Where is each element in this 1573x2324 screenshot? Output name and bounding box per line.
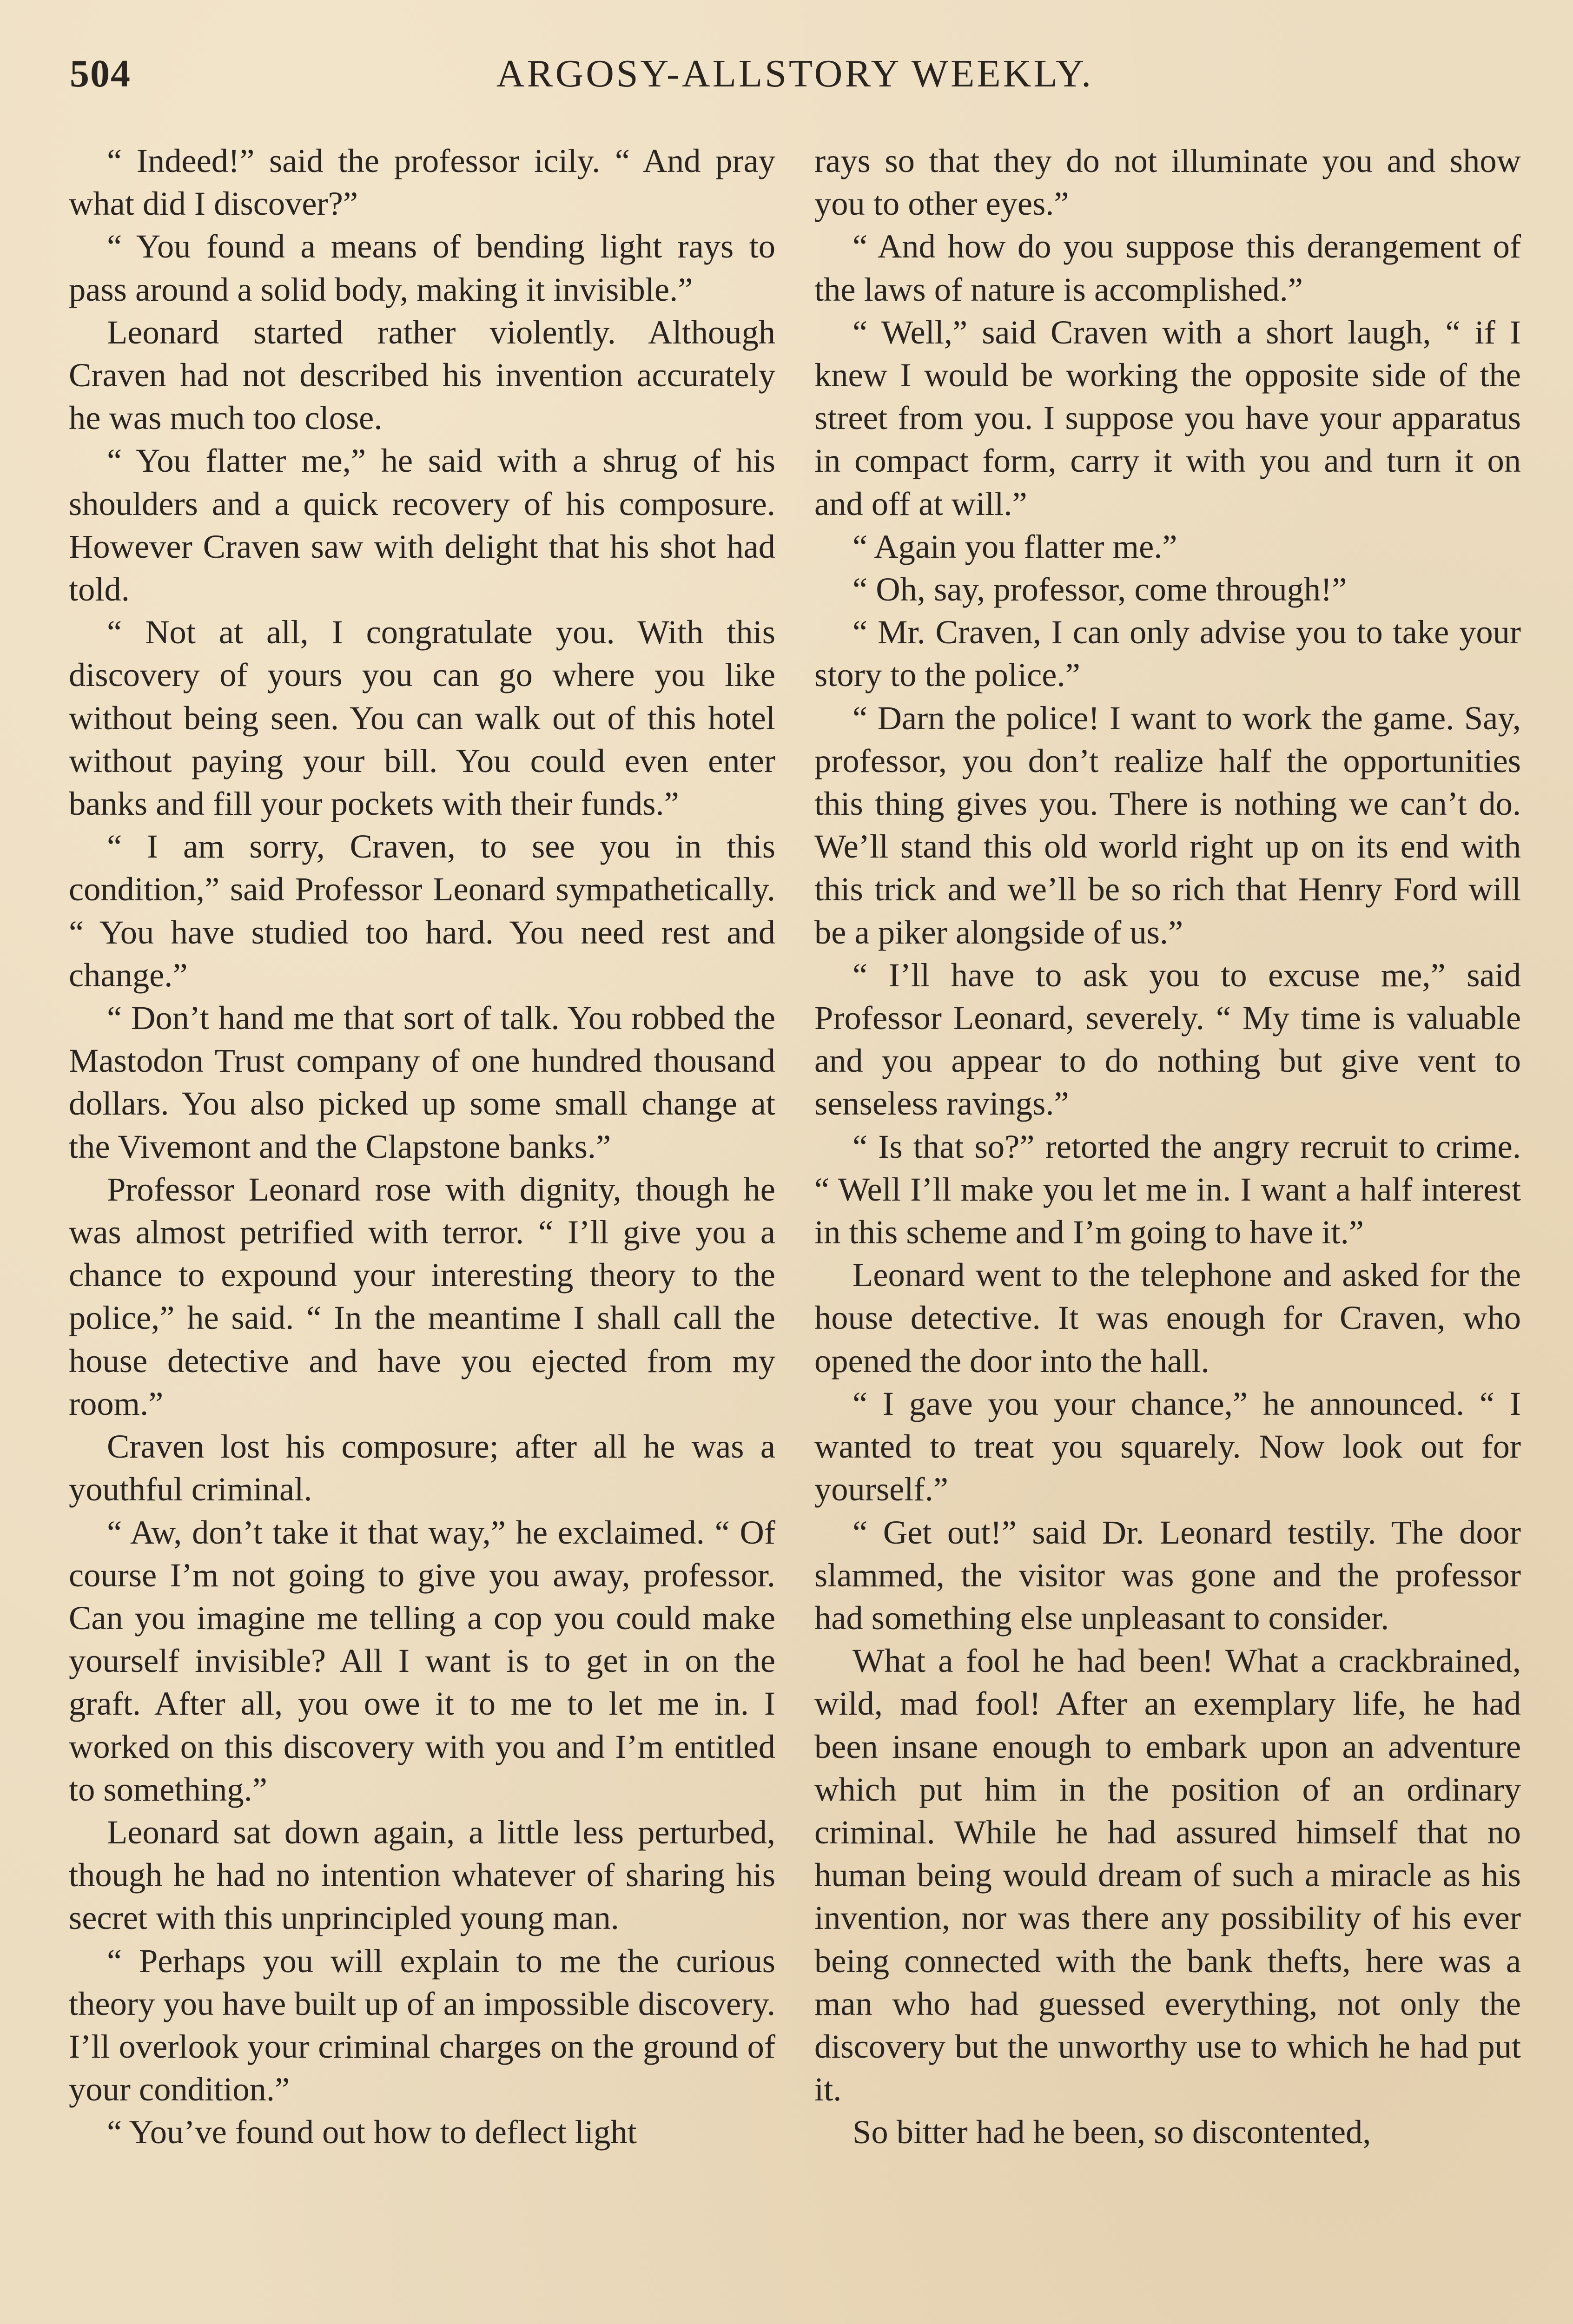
page-header: [70, 46, 1520, 107]
paragraph: Professor Leonard rose with dignity, though he was almost petrified with terror. “ I’ll give you a chance to expound your interesting theory to the police,” he said. “ In the meantime I shall call the house detective and have you ejected from my room.”: [69, 1170, 775, 1422]
paragraph: Leonard went to the telephone and asked for the house detective. It was enough for Craven, who opened the door into the hall.: [814, 1256, 1521, 1380]
paragraph: So bitter had he been, so discontented,: [853, 2113, 1371, 2151]
paragraph: “ Perhaps you will explain to me the curious theory you have built up of an impossible discovery. I’ll overlook your criminal charges on the ground of your condition.”: [69, 1941, 775, 2108]
page-number: 504: [70, 52, 131, 95]
paragraph: Leonard sat down again, a little less perturbed, though he had no intention whatever of sharing his secret with this unprincipled young man.: [69, 1813, 775, 1937]
paragraph: “ Indeed!” said the professor icily. “ And pray what did I discover?”: [69, 142, 775, 223]
paragraph: “ Aw, don’t take it that way,” he exclaimed. “ Of course I’m not going to give you away, professor. Can you imagine me telling a cop you could make yourself invisible? All I want is to get in on the graft. After all, you owe it to me to let me in. I worked on this discovery with you and I’m entitled to something.”: [69, 1513, 775, 1808]
paragraph: “ You’ve found out how to deflect light: [107, 2113, 637, 2151]
paragraph: “ Darn the police! I want to work the game. Say, professor, you don’t realize half the opportunities this thing gives you. There is nothing we can’t do. We’ll stand this old world right up on its end with this trick and we’ll be so rich that Henry Ford will be a piker alongside of us.”: [814, 699, 1521, 951]
paragraph: “ Well,” said Craven with a short laugh, “ if I knew I would be working the opposite side of the street from you. I suppose you have your apparatus in compact form, carry it with you and turn it on and off at will.”: [814, 313, 1521, 522]
paragraph: “ Don’t hand me that sort of talk. You robbed the Mastodon Trust company of one hundred thousand dollars. You also picked up some small change at the Vivemont and the Clapstone banks.”: [69, 999, 775, 1165]
paragraph: rays so that they do not illuminate you and show you to other eyes.”: [814, 142, 1521, 223]
paragraph: “ Is that so?” retorted the angry recruit to crime. “ Well I’ll make you let me in. I want a half interest in this scheme and I’m going to have it.”: [814, 1127, 1521, 1251]
paragraph: “ Mr. Craven, I can only advise you to take your story to the police.”: [814, 613, 1521, 694]
paragraph: “ Oh, say, professor, come through!”: [853, 570, 1347, 608]
left-column: [69, 139, 775, 2154]
paragraph: “ You found a means of bending light rays to pass around a solid body, making it invisible.”: [69, 227, 775, 308]
paragraph: Leonard started rather violently. Although Craven had not described his invention accurately he was much too close.: [69, 313, 775, 437]
paragraph: What a fool he had been! What a crackbrained, wild, mad fool! After an exemplary life, he had been insane enough to embark upon an adventure which put him in the position of an ordinary criminal. While he had assured himself that no human being would dream of such a miracle as his invention, nor was there any possibility of his ever being connected with the bank thefts, here was a man who had guessed everything, not only the discovery but the unworthy use to which he had put it.: [814, 1642, 1521, 2108]
right-column: [814, 139, 1521, 2154]
paragraph: “ Get out!” said Dr. Leonard testily. The door slammed, the visitor was gone and the professor had something else unpleasant to consider.: [814, 1513, 1521, 1637]
running-head: ARGOSY-ALLSTORY WEEKLY.: [496, 52, 1094, 95]
paragraph: “ I am sorry, Craven, to see you in this condition,” said Professor Leonard sympathetically. “ You have studied too hard. You need rest and change.”: [69, 827, 775, 994]
paragraph: “ And how do you suppose this derangement of the laws of nature is accomplished.”: [814, 227, 1521, 308]
paragraph: “ I gave you your chance,” he announced. “ I wanted to treat you squarely. Now look out for yourself.”: [814, 1384, 1521, 1508]
paragraph: “ Not at all, I congratulate you. With this discovery of yours you can go where you like without being seen. You can walk out of this hotel without paying your bill. You could even enter banks and fill your pockets with their funds.”: [69, 613, 775, 823]
paragraph: “ You flatter me,” he said with a shrug of his shoulders and a quick recovery of his composure. However Craven saw with delight that his shot had told.: [69, 442, 775, 608]
paragraph: “ Again you flatter me.”: [853, 527, 1177, 565]
paragraph: “ I’ll have to ask you to excuse me,” said Professor Leonard, severely. “ My time is valuable and you appear to do nothing but give vent to senseless ravings.”: [814, 956, 1521, 1122]
paragraph: Craven lost his composure; after all he was a youthful criminal.: [69, 1427, 775, 1508]
